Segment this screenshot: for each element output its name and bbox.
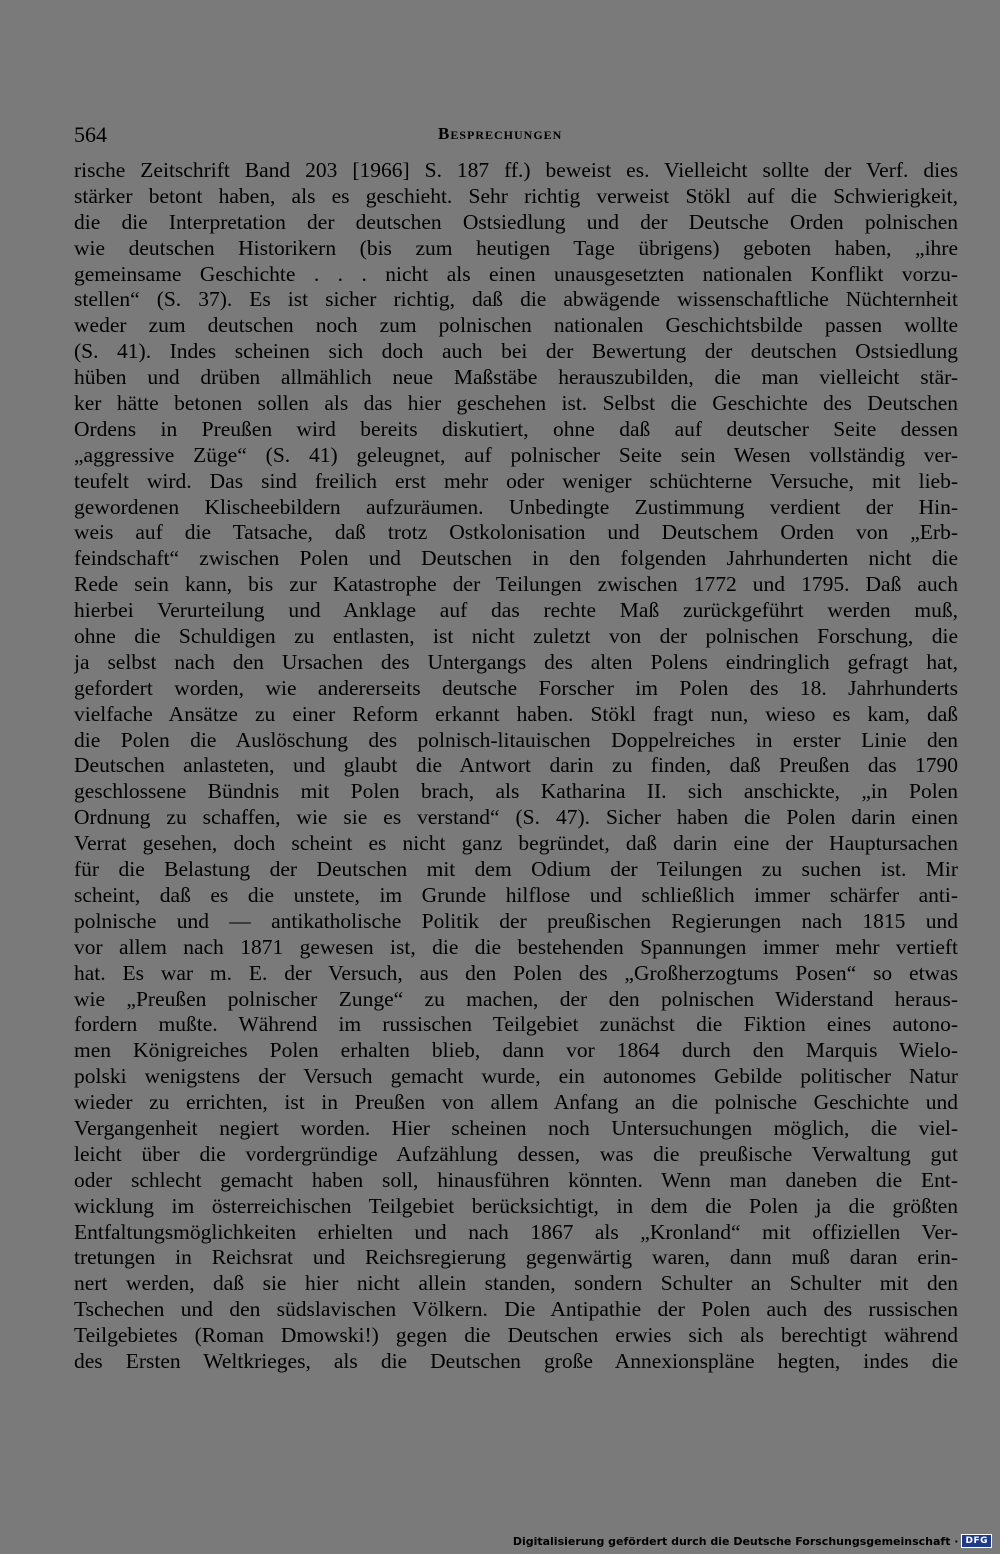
text-line: weis auf die Tatsache, daß trotz Ostkolonisation und Deutschem Orden von „Erb- xyxy=(74,520,958,545)
running-title: Besprechungen xyxy=(438,124,563,143)
text-line: wicklung im österreichischen Teilgebiet berücksichtigt, in dem die Polen ja die größten xyxy=(74,1193,958,1218)
text-line: (S. 41). Indes scheinen sich doch auch bei der Bewertung der deutschen Ostsiedlung xyxy=(74,339,958,364)
text-line: feindschaft“ zwischen Polen und Deutschen in den folgenden Jahrhunderten nicht die xyxy=(74,546,958,571)
dfg-logo-icon: DFG xyxy=(961,1534,992,1548)
text-line: stellen“ (S. 37). Es ist sicher richtig, daß die abwägende wissenschaftliche Nüchternheit xyxy=(74,287,958,312)
text-line: oder schlecht gemacht haben soll, hinausführen könnten. Wenn man daneben die Ent- xyxy=(74,1167,958,1192)
text-line: wieder zu errichten, ist in Preußen von allem Anfang an die polnische Geschichte und xyxy=(74,1090,958,1115)
text-line: wie deutschen Historikern (bis zum heutigen Tage übrigens) geboten haben, „ihre xyxy=(74,235,958,260)
text-line: Ordnung zu schaffen, wie sie es verstand“ (S. 47). Sicher haben die Polen darin einen xyxy=(74,805,958,830)
text-line: Rede sein kann, bis zur Katastrophe der Teilungen zwischen 1772 und 1795. Daß auch xyxy=(74,572,958,597)
text-line: ohne die Schuldigen zu entlasten, ist nicht zuletzt von der polnischen Forschung, die xyxy=(74,624,958,649)
text-line: Vergangenheit negiert worden. Hier scheinen noch Untersuchungen möglich, die viel- xyxy=(74,1115,958,1140)
text-line: stärker betont haben, als es geschieht. Sehr richtig verweist Stökl auf die Schwierigkeit, xyxy=(74,183,958,208)
text-line: „aggressive Züge“ (S. 41) geleugnet, auf polnischer Seite sein Wesen vollständig ver- xyxy=(74,442,958,467)
digitization-credit xyxy=(513,1534,992,1548)
text-line: polnische und — antikatholische Politik der preußischen Regierungen nach 1815 und xyxy=(74,908,958,933)
text-line: Verrat gesehen, doch scheint es nicht ganz begründet, daß darin eine der Hauptursachen xyxy=(74,831,958,856)
text-line: weder zum deutschen noch zum polnischen nationalen Geschichtsbilde passen wollte xyxy=(74,313,958,338)
text-line: tretungen in Reichsrat und Reichsregierung gegenwärtig waren, dann muß daran erin- xyxy=(74,1245,958,1270)
text-line: die die Interpretation der deutschen Ostsiedlung und der Deutsche Orden polnischen xyxy=(74,209,958,234)
text-line: vielfache Ansätze zu einer Reform erkannt haben. Stökl fragt nun, wieso es kam, daß xyxy=(74,701,958,726)
text-line: gewordenen Klischeebildern aufzuräumen. Unbedingte Zustimmung verdient der Hin- xyxy=(74,494,958,519)
text-line: des Ersten Weltkrieges, als die Deutschen große Annexionspläne hegten, indes die xyxy=(74,1348,958,1373)
text-line: gefordert worden, wie andererseits deutsche Forscher im Polen des 18. Jahrhunderts xyxy=(74,675,958,700)
text-line: hüben und drüben allmählich neue Maßstäbe herauszubilden, die man vielleicht stär- xyxy=(74,365,958,390)
text-line: ja selbst nach den Ursachen des Untergangs des alten Polens eindringlich gefragt hat, xyxy=(74,649,958,674)
text-line: Tschechen und den südslavischen Völkern. Die Antipathie der Polen auch des russischen xyxy=(74,1297,958,1322)
text-line: teufelt wird. Das sind freilich erst mehr oder weniger schüchterne Versuche, mit lieb- xyxy=(74,468,958,493)
text-line: wie „Preußen polnischer Zunge“ zu machen, der den polnischen Widerstand heraus- xyxy=(74,986,958,1011)
text-line: vor allem nach 1871 gewesen ist, die die bestehenden Spannungen immer mehr vertieft xyxy=(74,934,958,959)
credit-text: Digitalisierung gefördert durch die Deutsche Forschungsgemeinschaft · xyxy=(512,1534,959,1548)
text-line: scheint, daß es die unstete, im Grunde hilflose und schließlich immer schärfer anti- xyxy=(74,882,958,907)
text-line: Deutschen anlasteten, und glaubt die Antwort darin zu finden, daß Preußen das 1790 xyxy=(74,753,958,778)
text-line: fordern mußte. Während im russischen Teilgebiet zunächst die Fiktion eines autono- xyxy=(74,1012,958,1037)
text-line: polski wenigstens der Versuch gemacht wurde, ein autonomes Gebilde politischer Natur xyxy=(74,1064,958,1089)
text-line: hat. Es war m. E. der Versuch, aus den Polen des „Großherzogtums Posen“ so etwas xyxy=(74,960,958,985)
text-line: Teilgebietes (Roman Dmowski!) gegen die Deutschen erwies sich als berechtigt während xyxy=(74,1323,958,1348)
text-line: die Polen die Auslöschung des polnisch-litauischen Doppelreiches in erster Linie den xyxy=(74,727,958,752)
text-line: hierbei Verurteilung und Anklage auf das rechte Maß zurückgeführt werden muß, xyxy=(74,598,958,623)
text-line: Entfaltungsmöglichkeiten erhielten und nach 1867 als „Kronland“ mit offiziellen Ver- xyxy=(74,1219,958,1244)
text-line: leicht über die vordergründige Aufzählung dessen, was die preußische Verwaltung gut xyxy=(74,1141,958,1166)
text-line: Ordens in Preußen wird bereits diskutiert, ohne daß auf deutscher Seite dessen xyxy=(74,416,958,441)
text-line: nert werden, daß sie hier nicht allein standen, sondern Schulter an Schulter mit den xyxy=(74,1271,958,1296)
text-line: ker hätte betonen sollen als das hier geschehen ist. Selbst die Geschichte des Deutschen xyxy=(74,391,958,416)
page-number: 564 xyxy=(74,122,107,147)
text-line: rische Zeitschrift Band 203 [1966] S. 187 ff.) beweist es. Vielleicht sollte der Verf. dies xyxy=(74,158,958,182)
text-line: gemeinsame Geschichte . . . nicht als einen unausgesetzten nationalen Konflikt vorzu- xyxy=(74,261,958,286)
text-line: für die Belastung der Deutschen mit dem Odium der Teilungen zu suchen ist. Mir xyxy=(74,857,958,882)
body-text xyxy=(74,158,958,1375)
text-line: geschlossene Bündnis mit Polen brach, als Katharina II. sich anschickte, „in Polen xyxy=(74,779,958,804)
text-line: men Königreiches Polen erhalten blieb, dann vor 1864 durch den Marquis Wielo- xyxy=(74,1038,958,1063)
